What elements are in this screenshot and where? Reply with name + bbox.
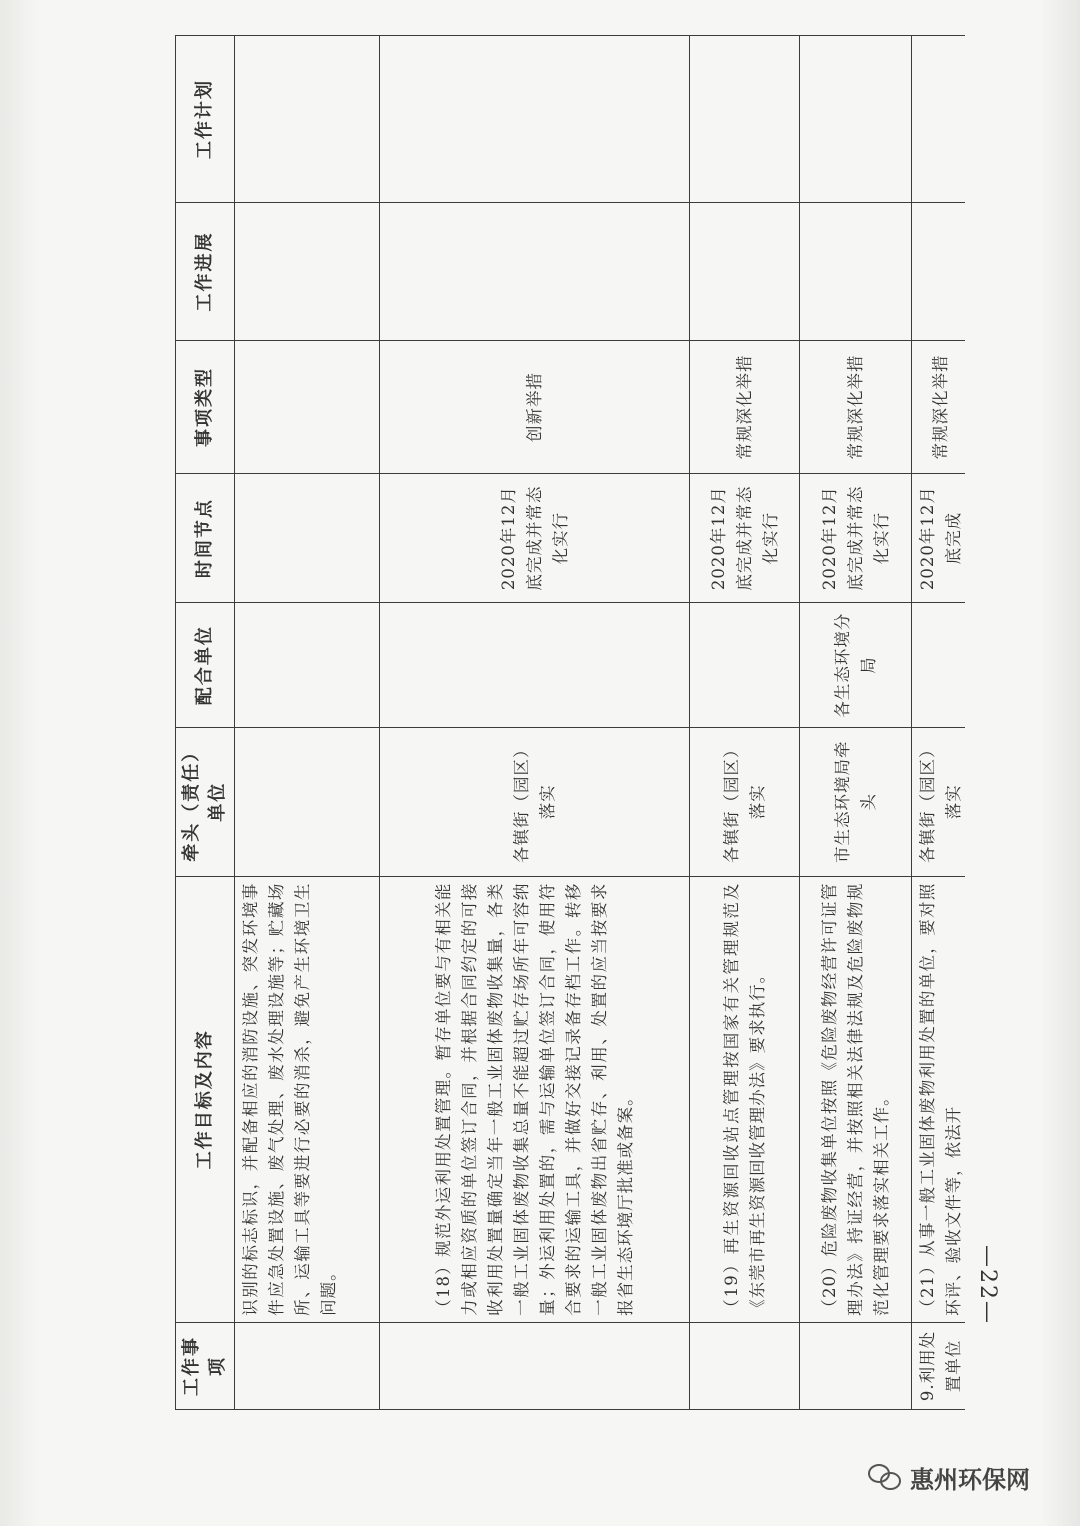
cell-progress bbox=[380, 202, 690, 340]
header-time: 时间节点 bbox=[176, 473, 235, 603]
cell-plan bbox=[690, 36, 800, 203]
cell-plan bbox=[235, 36, 380, 203]
cell-type bbox=[235, 341, 380, 474]
cell-type: 创新举措 bbox=[380, 341, 690, 474]
header-content: 工作目标及内容 bbox=[176, 876, 235, 1322]
cell-plan bbox=[912, 36, 966, 203]
cell-item bbox=[800, 1322, 912, 1409]
cell-cooperate bbox=[912, 603, 966, 727]
rotated-table-frame bbox=[175, 35, 965, 1410]
cell-lead bbox=[235, 727, 380, 876]
header-progress: 工作进展 bbox=[176, 202, 235, 340]
cell-item bbox=[380, 1322, 690, 1409]
cell-plan bbox=[380, 36, 690, 203]
cell-type: 常规深化举措 bbox=[912, 341, 966, 474]
work-plan-table bbox=[175, 35, 965, 1410]
cell-progress bbox=[235, 202, 380, 340]
cell-item: 9.利用处置单位 bbox=[912, 1322, 966, 1409]
cell-lead: 各镇街（园区）落实 bbox=[912, 727, 966, 876]
header-type: 事项类型 bbox=[176, 341, 235, 474]
table-row bbox=[690, 36, 800, 1410]
table-row bbox=[800, 36, 912, 1410]
cell-type: 常规深化举措 bbox=[800, 341, 912, 474]
header-row bbox=[176, 36, 235, 1410]
cell-time: 2020年12月底完成并常态化实行 bbox=[800, 473, 912, 603]
watermark-text: 惠州环保网 bbox=[910, 1466, 1030, 1494]
cell-progress bbox=[800, 202, 912, 340]
header-cooperate: 配合单位 bbox=[176, 603, 235, 727]
table-row bbox=[235, 36, 380, 1410]
wechat-icon bbox=[868, 1464, 902, 1492]
cell-lead: 各镇街（园区）落实 bbox=[690, 727, 800, 876]
cell-lead: 市生态环境局牵头 bbox=[800, 727, 912, 876]
cell-type: 常规深化举措 bbox=[690, 341, 800, 474]
cell-lead: 各镇街（园区）落实 bbox=[380, 727, 690, 876]
rotated-table-content bbox=[175, 35, 965, 1410]
cell-cooperate bbox=[690, 603, 800, 727]
cell-cooperate: 各生态环境分局 bbox=[800, 603, 912, 727]
cell-item bbox=[235, 1322, 380, 1409]
page-number: —22— bbox=[975, 1245, 1000, 1325]
cell-progress bbox=[912, 202, 966, 340]
header-lead: 牵头（责任）单位 bbox=[176, 727, 235, 876]
cell-content: 识别的标志标识，并配备相应的消防设施、突发环境事件应急处置设施、废气处理、废水处理设施等；贮藏场所、运输工具等要进行必要的消杀，避免产生环境卫生问题。 bbox=[235, 876, 380, 1322]
cell-time: 2020年12月底完成并常态化实行 bbox=[380, 473, 690, 603]
header-item: 工作事项 bbox=[176, 1322, 235, 1409]
cell-time: 2020年12月底完成 bbox=[912, 473, 966, 603]
cell-progress bbox=[690, 202, 800, 340]
watermark bbox=[868, 1460, 1030, 1495]
cell-item bbox=[690, 1322, 800, 1409]
header-plan: 工作计划 bbox=[176, 36, 235, 203]
cell-plan bbox=[800, 36, 912, 203]
table-row bbox=[380, 36, 690, 1410]
cell-content: （18）规范外运利用处置管理。暂存单位要与有相关能力或相应资质的单位签订合同，并根据合同约定的可接收利用处置量确定当年一般工业固体废物收集量，各类一般工业固体废物收集总量不能超过贮存场所年可容纳量；外运利用处置的，需与运输单位签订合同，使用符合要求的运输工具，并做好交接记录备存档工作。转移一般工业固体废物出省贮存、利用、处置的应当按要求报省生态环境厅批准或备案。 bbox=[380, 876, 690, 1322]
cell-time bbox=[235, 473, 380, 603]
cell-time: 2020年12月底完成并常态化实行 bbox=[690, 473, 800, 603]
cell-cooperate bbox=[380, 603, 690, 727]
cell-cooperate bbox=[235, 603, 380, 727]
cell-content: （19）再生资源回收站点管理按国家有关管理规范及《东莞市再生资源回收管理办法》要求执行。 bbox=[690, 876, 800, 1322]
cell-content: （20）危险废物收集单位按照《危险废物经营许可证管理办法》持证经营，并按照相关法律法规及危险废物规范化管理要求落实相关工作。 bbox=[800, 876, 912, 1322]
table-row bbox=[912, 36, 966, 1410]
cell-content: （21）从事一般工业固体废物利用处置的单位，要对照环评、验收文件等，依法开 bbox=[912, 876, 966, 1322]
